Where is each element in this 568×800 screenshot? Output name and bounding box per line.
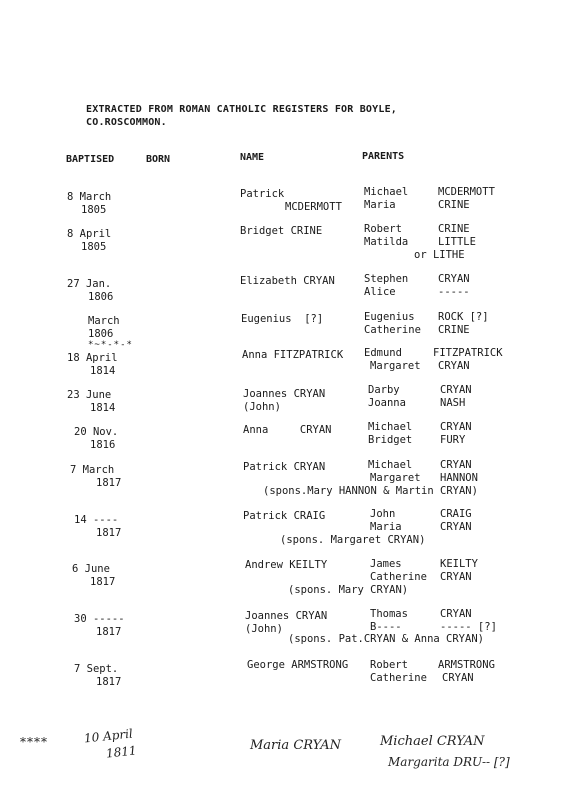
handwritten-asterisks: **** xyxy=(20,735,48,749)
father-last: CRINE xyxy=(438,223,470,235)
mother-last: CRINE xyxy=(438,324,470,336)
father-first: Michael xyxy=(364,186,409,198)
baptised-year: 1817 xyxy=(96,626,122,638)
sponsors: (spons. Pat.CRYAN & Anna CRYAN) xyxy=(288,633,484,645)
father-last: CRYAN xyxy=(440,608,472,620)
father-first: Eugenius xyxy=(364,311,415,323)
child-name-cont: MCDERMOTT xyxy=(285,201,342,213)
mother-last: CRYAN xyxy=(442,672,474,684)
father-first: Stephen xyxy=(364,273,409,285)
mother-first: Maria xyxy=(364,199,396,211)
child-name: Joannes CRYAN xyxy=(243,388,326,400)
father-last: KEILTY xyxy=(440,558,478,570)
father-last: CRYAN xyxy=(438,273,470,285)
sponsors: (spons. Margaret CRYAN) xyxy=(280,534,426,546)
baptised-date: 7 Sept. xyxy=(74,663,119,675)
father-last: ARMSTRONG xyxy=(438,659,495,671)
baptised-year: 1814 xyxy=(90,402,116,414)
father-first: Michael xyxy=(368,459,413,471)
header-born: BORN xyxy=(146,154,171,165)
father-last: CRYAN xyxy=(440,421,472,433)
asterisk-marks: *~*-*-* xyxy=(88,340,133,350)
child-name: Andrew KEILTY xyxy=(245,559,328,571)
baptised-year: 1817 xyxy=(96,676,122,688)
mother-last: FURY xyxy=(440,434,466,446)
mother-first: Margaret xyxy=(370,472,421,484)
mother-first: Catherine xyxy=(370,672,427,684)
baptised-year: 1805 xyxy=(81,204,107,216)
father-first: Robert xyxy=(370,659,408,671)
baptised-date: 14 ---- xyxy=(74,514,119,526)
child-name: Patrick xyxy=(240,188,285,200)
mother-last: LITTLE xyxy=(438,236,476,248)
father-first: Michael xyxy=(368,421,413,433)
father-last: FITZPATRICK xyxy=(433,347,503,359)
mother-last: ----- [?] xyxy=(440,621,497,633)
baptised-date: 30 ----- xyxy=(74,613,125,625)
child-name: George ARMSTRONG xyxy=(247,659,349,671)
child-name: Anna FITZPATRICK xyxy=(242,349,344,361)
child-name: Joannes CRYAN xyxy=(245,610,328,622)
header-name: NAME xyxy=(240,152,265,163)
father-first: John xyxy=(370,508,396,520)
mother-first: Alice xyxy=(364,286,396,298)
mother-last: CRYAN xyxy=(438,360,470,372)
child-name-alt: (John) xyxy=(243,401,281,413)
baptised-date: 8 April xyxy=(67,228,112,240)
child-name: Anna CRYAN xyxy=(243,424,332,436)
baptised-date: 8 March xyxy=(67,191,112,203)
mother-first: Maria xyxy=(370,521,402,533)
mother-first: Catherine xyxy=(364,324,421,336)
mother-last: ----- xyxy=(438,286,470,298)
baptised-date: 7 March xyxy=(70,464,115,476)
handwritten-father: Michael CRYAN xyxy=(380,734,485,749)
father-last: CRAIG xyxy=(440,508,472,520)
child-name: Bridget CRINE xyxy=(240,225,323,237)
father-first: Thomas xyxy=(370,608,408,620)
mother-last: CRYAN xyxy=(440,521,472,533)
mother-first: Joanna xyxy=(368,397,406,409)
child-name: Patrick CRYAN xyxy=(243,461,326,473)
mother-first: Margaret xyxy=(370,360,421,372)
father-last: ROCK [?] xyxy=(438,311,489,323)
father-last: MCDERMOTT xyxy=(438,186,495,198)
baptised-year: 1805 xyxy=(81,241,107,253)
father-first: Edmund xyxy=(364,347,402,359)
handwritten-year: 1811 xyxy=(105,743,138,761)
baptised-date: 23 June xyxy=(67,389,112,401)
handwritten-mother: Margarita DRU-- [?] xyxy=(388,755,510,769)
sponsors: (spons.Mary HANNON & Martin CRYAN) xyxy=(263,485,478,497)
child-name-alt: (John) xyxy=(245,623,283,635)
mother-last: NASH xyxy=(440,397,466,409)
document-title-line2: CO.ROSCOMMON. xyxy=(86,117,167,128)
mother-last: HANNON xyxy=(440,472,478,484)
father-last: CRYAN xyxy=(440,459,472,471)
father-first: James xyxy=(370,558,402,570)
baptised-year: 1814 xyxy=(90,365,116,377)
baptised-date: 20 Nov. xyxy=(74,426,119,438)
sponsors: (spons. Mary CRYAN) xyxy=(288,584,409,596)
header-parents: PARENTS xyxy=(362,151,405,162)
baptised-date: March xyxy=(88,315,120,327)
mother-last-alt: or LITHE xyxy=(414,249,465,261)
father-first: Robert xyxy=(364,223,402,235)
baptised-date: 18 April xyxy=(67,352,118,364)
baptised-year: 1817 xyxy=(90,576,116,588)
handwritten-date: 10 April xyxy=(83,726,134,746)
mother-first: Matilda xyxy=(364,236,409,248)
child-name: Elizabeth CRYAN xyxy=(240,275,335,287)
baptised-year: 1806 xyxy=(88,291,114,303)
baptised-year: 1817 xyxy=(96,477,122,489)
mother-first: Catherine xyxy=(370,571,427,583)
baptised-date: 27 Jan. xyxy=(67,278,112,290)
document-title-line1: EXTRACTED FROM ROMAN CATHOLIC REGISTERS FOR BOYLE, xyxy=(86,104,398,115)
baptised-date: 6 June xyxy=(72,563,110,575)
child-name: Eugenius [?] xyxy=(241,313,324,325)
handwritten-child-name: Maria CRYAN xyxy=(250,738,341,753)
baptised-year: 1816 xyxy=(90,439,116,451)
mother-last: CRYAN xyxy=(440,571,472,583)
father-last: CRYAN xyxy=(440,384,472,396)
header-baptised: BAPTISED xyxy=(66,154,115,165)
mother-first: B---- xyxy=(370,621,402,633)
baptised-year: 1806 xyxy=(88,328,114,340)
father-first: Darby xyxy=(368,384,400,396)
child-name: Patrick CRAIG xyxy=(243,510,326,522)
mother-last: CRINE xyxy=(438,199,470,211)
baptised-year: 1817 xyxy=(96,527,122,539)
mother-first: Bridget xyxy=(368,434,413,446)
